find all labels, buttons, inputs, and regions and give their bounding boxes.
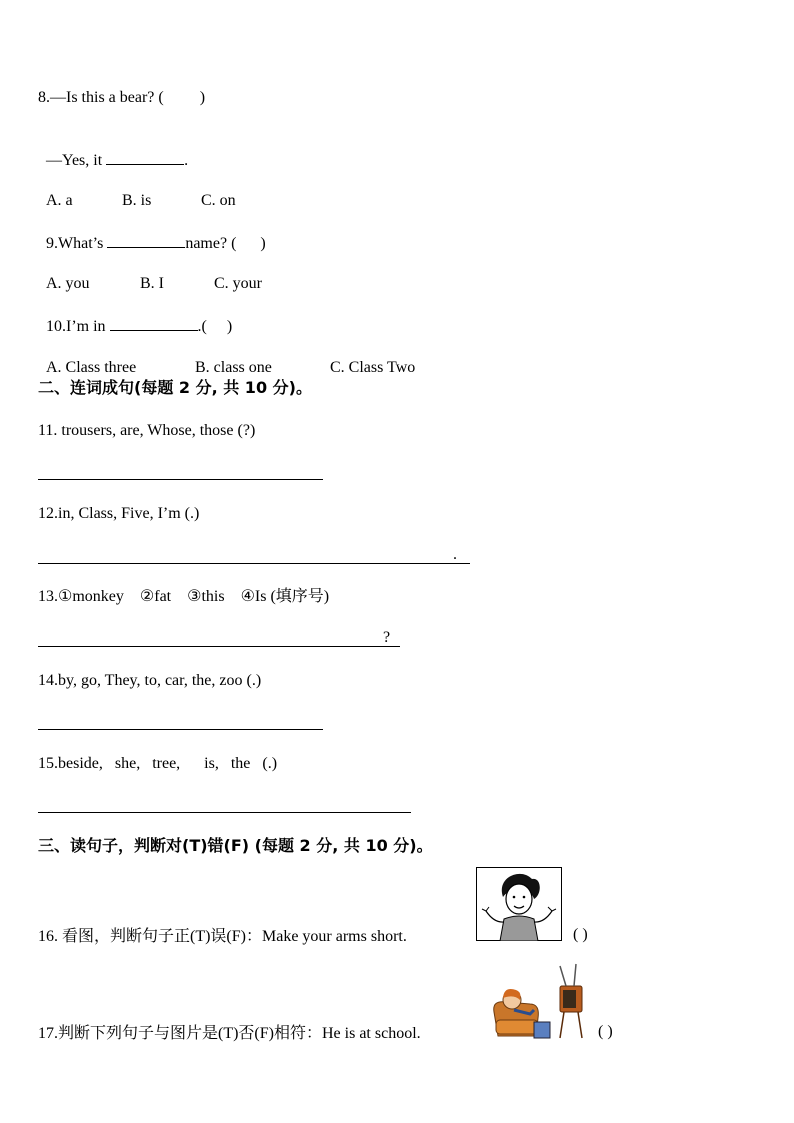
- q14-question: 14.by, go, They, to, car, the, zoo (.): [38, 672, 262, 689]
- q14-answer-line[interactable]: [38, 729, 323, 730]
- q13-question: 13.①monkey ②fat ③this ④Is (填序号): [38, 588, 330, 605]
- section3-heading: 三、读句子，判断对(T)错(F) (每题 2 分, 共 10 分)。: [38, 836, 433, 855]
- q9-prefix: 9.What’s: [46, 235, 108, 252]
- q12-answer-line[interactable]: [38, 563, 470, 564]
- q9-option-a: A. you: [46, 275, 90, 292]
- shrugging-person-picture: [476, 867, 562, 941]
- q12-question: 12.in, Class, Five, I’m (.): [38, 505, 200, 522]
- q9-question: [38, 213, 266, 254]
- q8-answer-line: [38, 130, 188, 171]
- q10-suffix: .( ): [197, 318, 233, 335]
- q9-blank[interactable]: [107, 233, 185, 248]
- q10-blank[interactable]: [110, 316, 198, 331]
- q8-option-b: B. is: [122, 192, 152, 209]
- q10-option-a: A. Class three: [46, 359, 137, 376]
- q8-answer-prefix: —Yes, it: [46, 152, 107, 169]
- section2-heading: 二、连词成句(每题 2 分, 共 10 分)。: [38, 378, 312, 397]
- q9-option-c: C. your: [214, 275, 262, 292]
- q9-options: [38, 254, 262, 294]
- q15-answer-line[interactable]: [38, 812, 411, 813]
- q8-option-a: A. a: [46, 192, 73, 209]
- q16-question: 16. 看图，判断句子正(T)误(F)：Make your arms short.: [38, 928, 407, 945]
- q17-answer-paren[interactable]: ( ): [598, 1023, 613, 1040]
- q8-answer-suffix: .: [184, 152, 189, 169]
- q17-question: 17.判断下列句子与图片是(T)否(F)相符：He is at school.: [38, 1025, 421, 1042]
- q10-option-b: B. class one: [195, 359, 272, 376]
- q10-options: [38, 338, 415, 378]
- q8-option-c: C. on: [201, 192, 236, 209]
- q11-question: 11. trousers, are, Whose, those (?): [38, 422, 256, 439]
- q13-answer-line[interactable]: [38, 646, 400, 647]
- q10-option-c: C. Class Two: [330, 359, 416, 376]
- q11-answer-line[interactable]: [38, 479, 323, 480]
- q9-option-b: B. I: [140, 275, 164, 292]
- q8-blank[interactable]: [106, 150, 184, 165]
- q16-answer-paren[interactable]: ( ): [573, 926, 588, 943]
- q8-question: 8.—Is this a bear? ( ): [38, 89, 206, 106]
- q9-suffix: name? ( ): [185, 235, 266, 252]
- q10-prefix: 10.I’m in: [46, 318, 110, 335]
- q10-question: [38, 296, 232, 337]
- q12-end-mark: .: [453, 546, 457, 563]
- q15-question: 15.beside, she, tree, is, the (.): [38, 755, 278, 772]
- q13-end-mark: ?: [383, 629, 391, 646]
- person-watching-tv-picture: [490, 962, 588, 1042]
- q8-options: [38, 171, 236, 211]
